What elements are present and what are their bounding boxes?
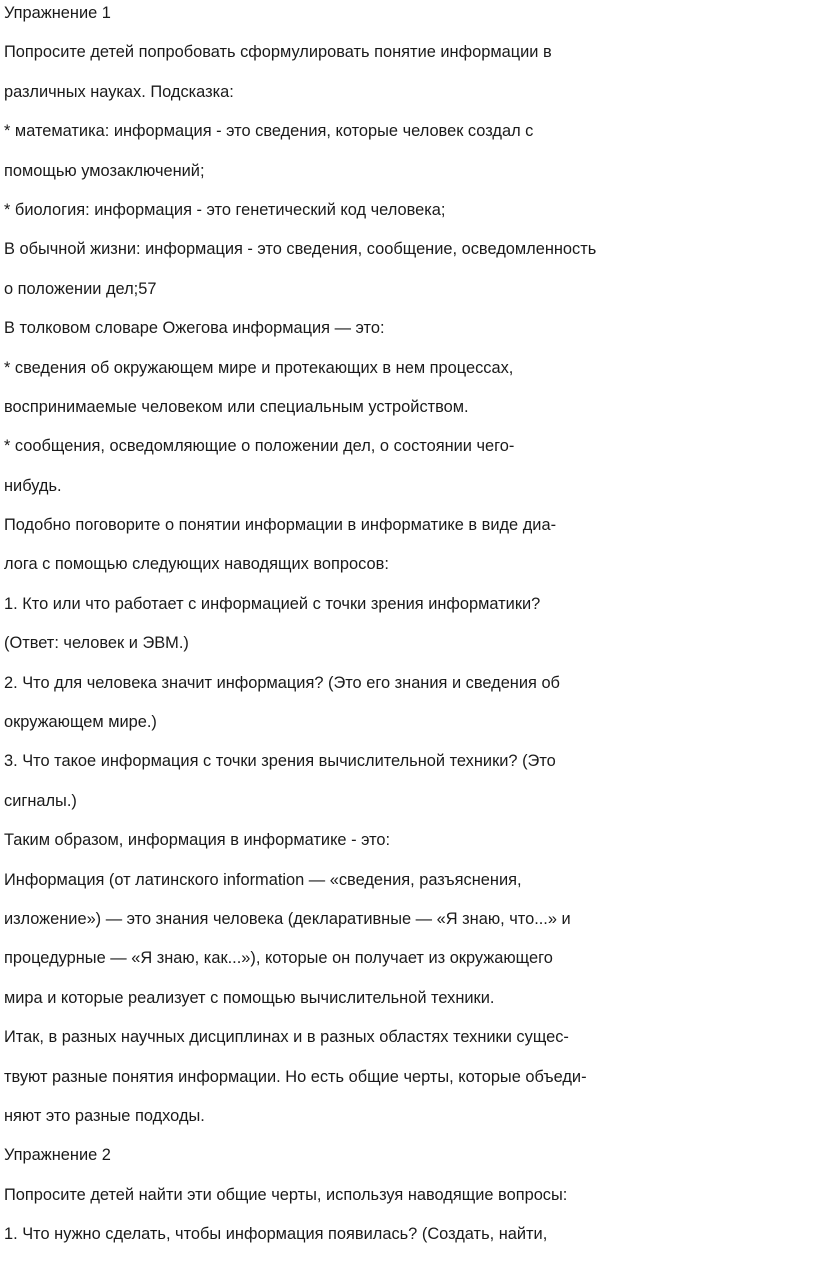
text-line: Итак, в разных научных дисциплинах и в разных областях техники сущес- xyxy=(4,1028,569,1047)
question-line: 2. Что для человека значит информация? (Это его знания и сведения об xyxy=(4,673,560,692)
answer-line: окружающем мире.) xyxy=(4,713,157,732)
text-line: няют это разные подходы. xyxy=(4,1106,205,1125)
text-line: * биология: информация - это генетический код человека; xyxy=(4,200,446,219)
text-line: изложение») — это знания человека (декларативные — «Я знаю, что...» и xyxy=(4,909,571,928)
text-line: Таким образом, информация в информатике - это: xyxy=(4,831,391,850)
text-line: Информация (от латинского information — «сведения, разъяснения, xyxy=(4,870,522,889)
exercise-2-heading: Упражнение 2 xyxy=(4,1146,111,1165)
text-line: * математика: информация - это сведения, которые человек создал с xyxy=(4,122,534,141)
text-line: лога с помощью следующих наводящих вопросов: xyxy=(4,555,389,574)
text-line: мира и которые реализует с помощью вычислительной техники. xyxy=(4,988,495,1007)
text-line: В толковом словаре Ожегова информация — это: xyxy=(4,319,385,338)
text-line: нибудь. xyxy=(4,476,62,495)
text-line: В обычной жизни: информация - это сведения, сообщение, осведомленность xyxy=(4,240,597,259)
text-line: различных науках. Подсказка: xyxy=(4,82,234,101)
text-line: помощью умозаключений; xyxy=(4,161,205,180)
text-line: о положении дел;57 xyxy=(4,279,157,298)
text-line: Подобно поговорите о понятии информации в информатике в виде диа- xyxy=(4,516,557,535)
text-line: воспринимаемые человеком или специальным устройством. xyxy=(4,397,469,416)
text-line: процедурные — «Я знаю, как...»), которые он получает из окружающего xyxy=(4,949,553,968)
text-line: * сведения об окружающем мире и протекающих в нем процессах, xyxy=(4,358,514,377)
text-line: Попросите детей попробовать сформулировать понятие информации в xyxy=(4,43,552,62)
question-line: 1. Что нужно сделать, чтобы информация появилась? (Создать, найти, xyxy=(4,1225,548,1244)
answer-line: (Ответ: человек и ЭВМ.) xyxy=(4,634,189,653)
text-line: Попросите детей найти эти общие черты, используя наводящие вопросы: xyxy=(4,1185,568,1204)
exercise-1-heading: Упражнение 1 xyxy=(4,4,111,22)
text-line: твуют разные понятия информации. Но есть общие черты, которые объеди- xyxy=(4,1067,587,1086)
question-line: 1. Кто или что работает с информацией с точки зрения информатики? xyxy=(4,594,541,613)
answer-line: сигналы.) xyxy=(4,791,77,810)
question-line: 3. Что такое информация с точки зрения вычислительной техники? (Это xyxy=(4,752,556,771)
text-line: * сообщения, осведомляющие о положении дел, о состоянии чего- xyxy=(4,437,515,456)
